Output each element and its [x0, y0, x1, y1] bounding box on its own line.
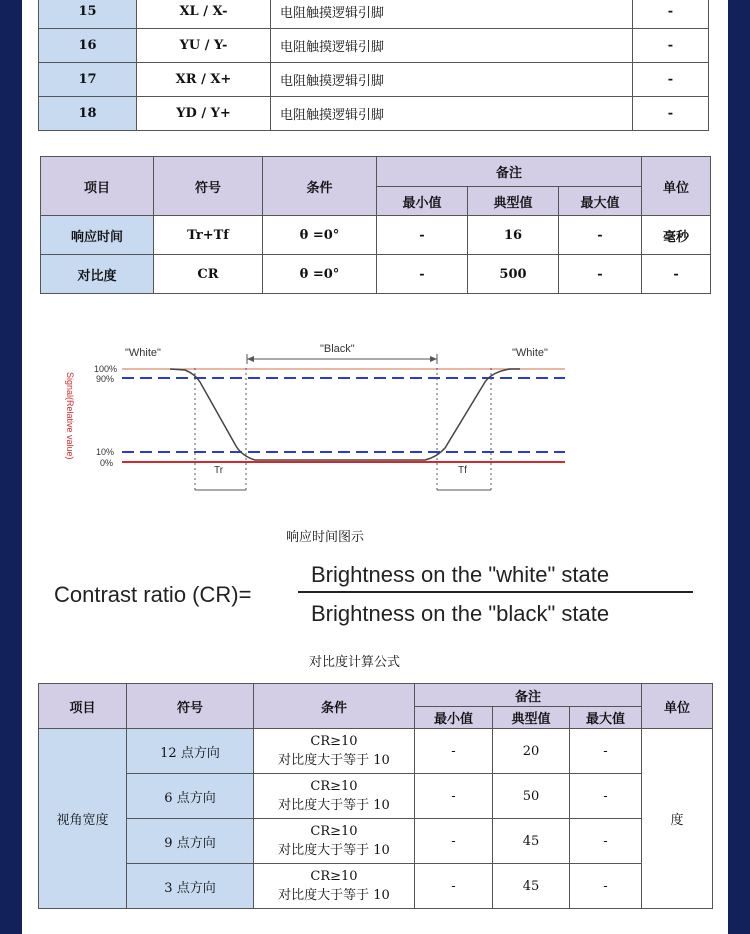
table-row — [39, 29, 709, 63]
formula-numerator: Brightness on the "white" state — [311, 562, 610, 587]
spec-table — [40, 156, 711, 294]
formula-lhs: Contrast ratio (CR)= — [54, 582, 252, 607]
row-min: - — [377, 255, 468, 294]
header-remarks: 备注 — [415, 684, 642, 707]
y-axis-label: Signal(Relative value) — [65, 372, 75, 460]
row-unit: 毫秒 — [642, 216, 711, 255]
row-typ: 45 — [493, 864, 570, 909]
row-min: - — [415, 864, 493, 909]
row-min: - — [415, 819, 493, 864]
table-row — [41, 216, 711, 255]
pin-symbol: XL / X- — [137, 0, 271, 29]
pin-note: - — [633, 97, 709, 131]
diagram-caption: 响应时间图示 — [286, 530, 365, 545]
pin-number: 15 — [39, 0, 137, 29]
header-unit: 单位 — [642, 157, 711, 216]
pin-description: 电阻触摸逻辑引脚 — [271, 0, 633, 29]
header-item: 项目 — [39, 684, 127, 729]
header-max: 最大值 — [559, 187, 642, 216]
header-typ: 典型值 — [468, 187, 559, 216]
table-row — [39, 63, 709, 97]
row-condition: θ =0° — [263, 216, 377, 255]
pin-table — [38, 0, 709, 131]
item-viewing-angle: 视角宽度 — [39, 729, 127, 909]
row-max: - — [559, 255, 642, 294]
table-row — [39, 0, 709, 29]
arrow-right-icon — [430, 356, 437, 362]
pin-note: - — [633, 63, 709, 97]
row-condition: CR≥10 对比度大于等于 10 — [254, 729, 415, 774]
row-condition: θ =0° — [263, 255, 377, 294]
response-time-diagram — [0, 330, 750, 500]
row-symbol: 3 点方向 — [127, 864, 254, 909]
header-symbol: 符号 — [154, 157, 263, 216]
table-row — [39, 729, 713, 774]
header-min: 最小值 — [415, 707, 493, 729]
pin-description: 电阻触摸逻辑引脚 — [271, 63, 633, 97]
row-unit: 度 — [642, 729, 713, 909]
label-white-left: "White" — [125, 347, 161, 359]
pin-number: 16 — [39, 29, 137, 63]
row-max: - — [559, 216, 642, 255]
pin-symbol: YD / Y+ — [137, 97, 271, 131]
header-max: 最大值 — [570, 707, 642, 729]
arrow-left-icon — [247, 356, 254, 362]
row-symbol: 9 点方向 — [127, 819, 254, 864]
pin-number: 18 — [39, 97, 137, 131]
level-0: 0% — [100, 458, 114, 468]
table-row — [39, 864, 713, 909]
tr-label: Tr — [214, 465, 224, 476]
row-min: - — [377, 216, 468, 255]
row-condition: CR≥10 对比度大于等于 10 — [254, 774, 415, 819]
row-max: - — [570, 819, 642, 864]
table-row — [39, 774, 713, 819]
tf-label: Tf — [458, 465, 467, 476]
row-typ: 500 — [468, 255, 559, 294]
row-symbol: CR — [154, 255, 263, 294]
header-condition: 条件 — [263, 157, 377, 216]
table-row — [39, 97, 709, 131]
row-item: 响应时间 — [41, 216, 154, 255]
signal-curve — [170, 369, 520, 460]
row-min: - — [415, 774, 493, 819]
header-unit: 单位 — [642, 684, 713, 729]
contrast-formula — [0, 555, 750, 635]
header-remarks: 备注 — [377, 157, 642, 187]
row-typ: 50 — [493, 774, 570, 819]
row-condition: CR≥10 对比度大于等于 10 — [254, 864, 415, 909]
header-min: 最小值 — [377, 187, 468, 216]
table-row — [39, 819, 713, 864]
pin-symbol: YU / Y- — [137, 29, 271, 63]
pin-description: 电阻触摸逻辑引脚 — [271, 29, 633, 63]
pin-description: 电阻触摸逻辑引脚 — [271, 97, 633, 131]
row-symbol: 12 点方向 — [127, 729, 254, 774]
row-min: - — [415, 729, 493, 774]
header-item: 项目 — [41, 157, 154, 216]
table-row — [41, 255, 711, 294]
viewing-angle-table — [38, 683, 713, 909]
label-black: "Black" — [320, 343, 355, 355]
row-max: - — [570, 729, 642, 774]
header-symbol: 符号 — [127, 684, 254, 729]
row-item: 对比度 — [41, 255, 154, 294]
formula-denominator: Brightness on the "black" state — [311, 601, 610, 626]
pin-number: 17 — [39, 63, 137, 97]
row-symbol: 6 点方向 — [127, 774, 254, 819]
pin-note: - — [633, 0, 709, 29]
level-90: 90% — [96, 374, 115, 384]
header-condition: 条件 — [254, 684, 415, 729]
level-100: 100% — [94, 364, 118, 374]
formula-fraction-bar — [298, 591, 693, 593]
row-condition: CR≥10 对比度大于等于 10 — [254, 819, 415, 864]
row-max: - — [570, 864, 642, 909]
header-typ: 典型值 — [493, 707, 570, 729]
formula-caption: 对比度计算公式 — [309, 655, 401, 670]
row-max: - — [570, 774, 642, 819]
pin-note: - — [633, 29, 709, 63]
row-symbol: Tr+Tf — [154, 216, 263, 255]
row-unit: - — [642, 255, 711, 294]
pin-symbol: XR / X+ — [137, 63, 271, 97]
row-typ: 16 — [468, 216, 559, 255]
label-white-right: "White" — [512, 347, 548, 359]
level-10: 10% — [96, 447, 115, 457]
row-typ: 20 — [493, 729, 570, 774]
row-typ: 45 — [493, 819, 570, 864]
